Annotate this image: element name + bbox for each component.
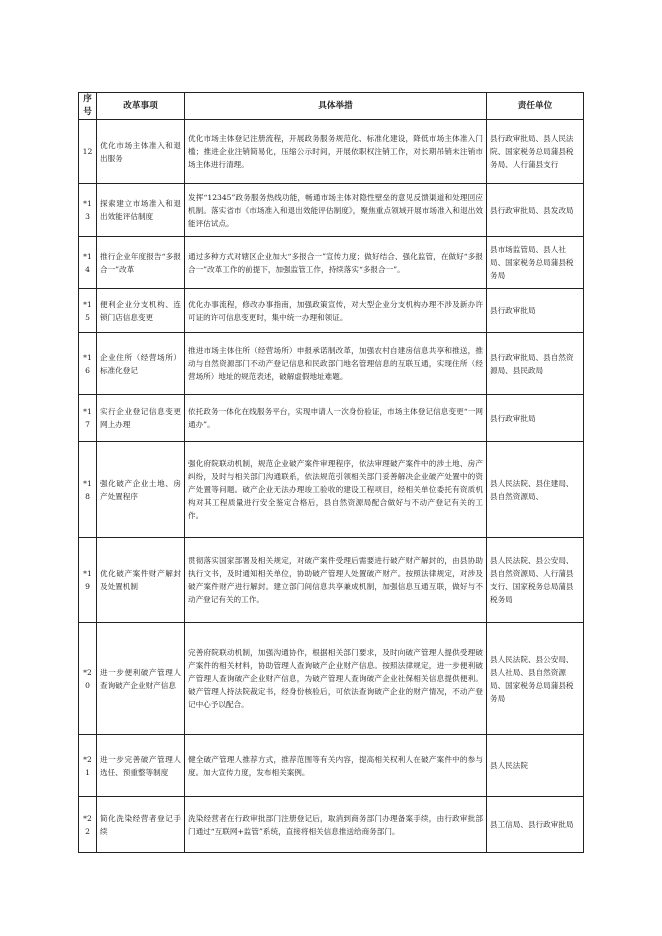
row-no: *18: [79, 442, 97, 538]
row-no: *14: [79, 237, 97, 289]
table-row: [79, 797, 584, 853]
row-unit: 县人民法院、县公安局、县人社局、县自然资源局、国家税务总局蒲县税务局: [487, 623, 584, 735]
row-unit: 县人民法院、县公安局、县自然资源局、人行蒲县支行、国家税务总局蒲县税务局: [487, 538, 584, 623]
row-unit: 县市场监管局、县人社局、国家税务总局蒲县税务局: [487, 237, 584, 289]
table-row: [79, 395, 584, 442]
table-row: [79, 333, 584, 395]
table-row: [79, 735, 584, 797]
header-no: 序号: [79, 93, 97, 120]
row-measure: 依托政务一体化在线服务平台，实现申请人一次身份验证，市场主体登记信息变更“一网通办”。: [185, 395, 487, 442]
header-unit: 责任单位: [487, 93, 584, 120]
row-measure: 发挥“12345”政务服务热线功能，畅通市场主体对隐性壁垒的意见反馈渠道和处理回应机制。落实省市《市场准入和退出效能评估制度》，聚焦重点领域开展市场准入和退出效能评估试点。: [185, 184, 487, 237]
row-measure: 优化办事流程，修改办事指南，加强政策宣传，对大型企业分支机构办理不涉及新办许可证的许可信息变更时，集中统一办理和领证。: [185, 289, 487, 333]
row-no: *20: [79, 623, 97, 735]
row-measure: 完善府院联动机制，加强沟通协作，根据相关部门要求，及时向破产管理人提供受理破产案件的相关材料，协助管理人查询破产企业财产信息。按照法律规定，进一步便利破产管理人查询破产企业财产信息，为破产管理人查询破产企业社保相关信息提供便利。破产管理人持法院裁定书，经身份核验后，可依法查询破产企业的财产情况，不动产登记中心予以配合。: [185, 623, 487, 735]
row-item: 优化市场主体准入和退出服务: [97, 120, 185, 184]
row-item: 简化洗染经营者登记手续: [97, 797, 185, 853]
row-item: 强化破产企业土地、房产处置程序: [97, 442, 185, 538]
row-item: 推行企业年度报告“多报合一”改革: [97, 237, 185, 289]
row-no: *13: [79, 184, 97, 237]
table-row: [79, 184, 584, 237]
row-measure: 强化府院联动机制，规范企业破产案件审理程序，依法审理破产案件中的涉土地、房产纠纷，及时与相关部门沟通联系，依法规范引领相关部门妥善解决企业破产处置中的资产处置等问题。破产企业无法办理竣工验收的建设工程项目，经相关单位委托有资质机构对其工程质量进行安全鉴定合格后，县自然资源局配合做好与不动产登记有关的工作。: [185, 442, 487, 538]
row-item: 探索建立市场准入和退出效能评估制度: [97, 184, 185, 237]
row-no: *21: [79, 735, 97, 797]
row-no: 12: [79, 120, 97, 184]
row-item: 进一步便利破产管理人查询破产企业财产信息: [97, 623, 185, 735]
row-unit: 县行政审批局、县自然资源局、县民政局: [487, 333, 584, 395]
row-item: 优化破产案件财产解封及处置机制: [97, 538, 185, 623]
row-unit: 县人民法院、县住建局、县自然资源局、: [487, 442, 584, 538]
row-unit: 县人民法院: [487, 735, 584, 797]
row-no: *19: [79, 538, 97, 623]
table-header-row: [79, 93, 584, 120]
table-row: [79, 442, 584, 538]
reform-measures-table: [78, 92, 584, 853]
row-no: *22: [79, 797, 97, 853]
header-measure: 具体举措: [185, 93, 487, 120]
row-no: *16: [79, 333, 97, 395]
row-no: *15: [79, 289, 97, 333]
row-unit: 县行政审批局: [487, 395, 584, 442]
row-measure: 洗染经营者在行政审批部门注册登记后，取消到商务部门办理备案手续，由行政审批部门通过“互联网+监管”系统，直接将相关信息推送给商务部门。: [185, 797, 487, 853]
row-item: 进一步完善破产管理人选任、预重整等制度: [97, 735, 185, 797]
row-unit: 县行政审批局、县人民法院、国家税务总局蒲县税务局、人行蒲县支行: [487, 120, 584, 184]
row-item: 实行企业登记信息变更网上办理: [97, 395, 185, 442]
row-measure: 贯彻落实国家部署及相关规定，对破产案件受理后需要进行破产财产解封的，由县协助执行文书，及时通知相关单位，协助破产管理人处置破产财产。按照法律规定，对涉及破产案件财产进行解封。建立部门间信息共享兼成机制，加强信息互通互联，做好与不动产登记有关的工作。: [185, 538, 487, 623]
row-measure: 优化市场主体登记注册流程，开展政务服务规范化、标准化建设，降低市场主体准入门槛；推进企业注销简易化，压缩公示时间，开展依职权注销工作，对长期吊销未注销市场主体进行清理。: [185, 120, 487, 184]
row-unit: 县工信局、县行政审批局: [487, 797, 584, 853]
row-measure: 推进市场主体住所（经营场所）申报承诺制改革，加强农村自建房信息共享和推送，推动与自然资源部门不动产登记信息和民政部门地名管理信息的互联互通，实现住所（经营场所）地址的规范表述，破解虚假地址难题。: [185, 333, 487, 395]
row-unit: 县行政审批局: [487, 289, 584, 333]
row-no: *17: [79, 395, 97, 442]
row-item: 企业住所（经营场所）标准化登记: [97, 333, 185, 395]
row-measure: 通过多种方式对辖区企业加大“多报合一”宣传力度；做好结合、强化监管，在做好“多报合一”改革工作的前提下，加强监管工作，持续落实“多报合一”。: [185, 237, 487, 289]
table-row: [79, 120, 584, 184]
table-row: [79, 237, 584, 289]
table-row: [79, 538, 584, 623]
table-row: [79, 623, 584, 735]
row-unit: 县行政审批局、县发改局: [487, 184, 584, 237]
table-row: [79, 289, 584, 333]
header-item: 改革事项: [97, 93, 185, 120]
row-item: 便利企业分支机构、连锁门店信息变更: [97, 289, 185, 333]
row-measure: 健全破产管理人推荐方式，推荐范围等有关内容，提高相关权利人在破产案件中的参与度。加大宣传力度，发布相关案例。: [185, 735, 487, 797]
